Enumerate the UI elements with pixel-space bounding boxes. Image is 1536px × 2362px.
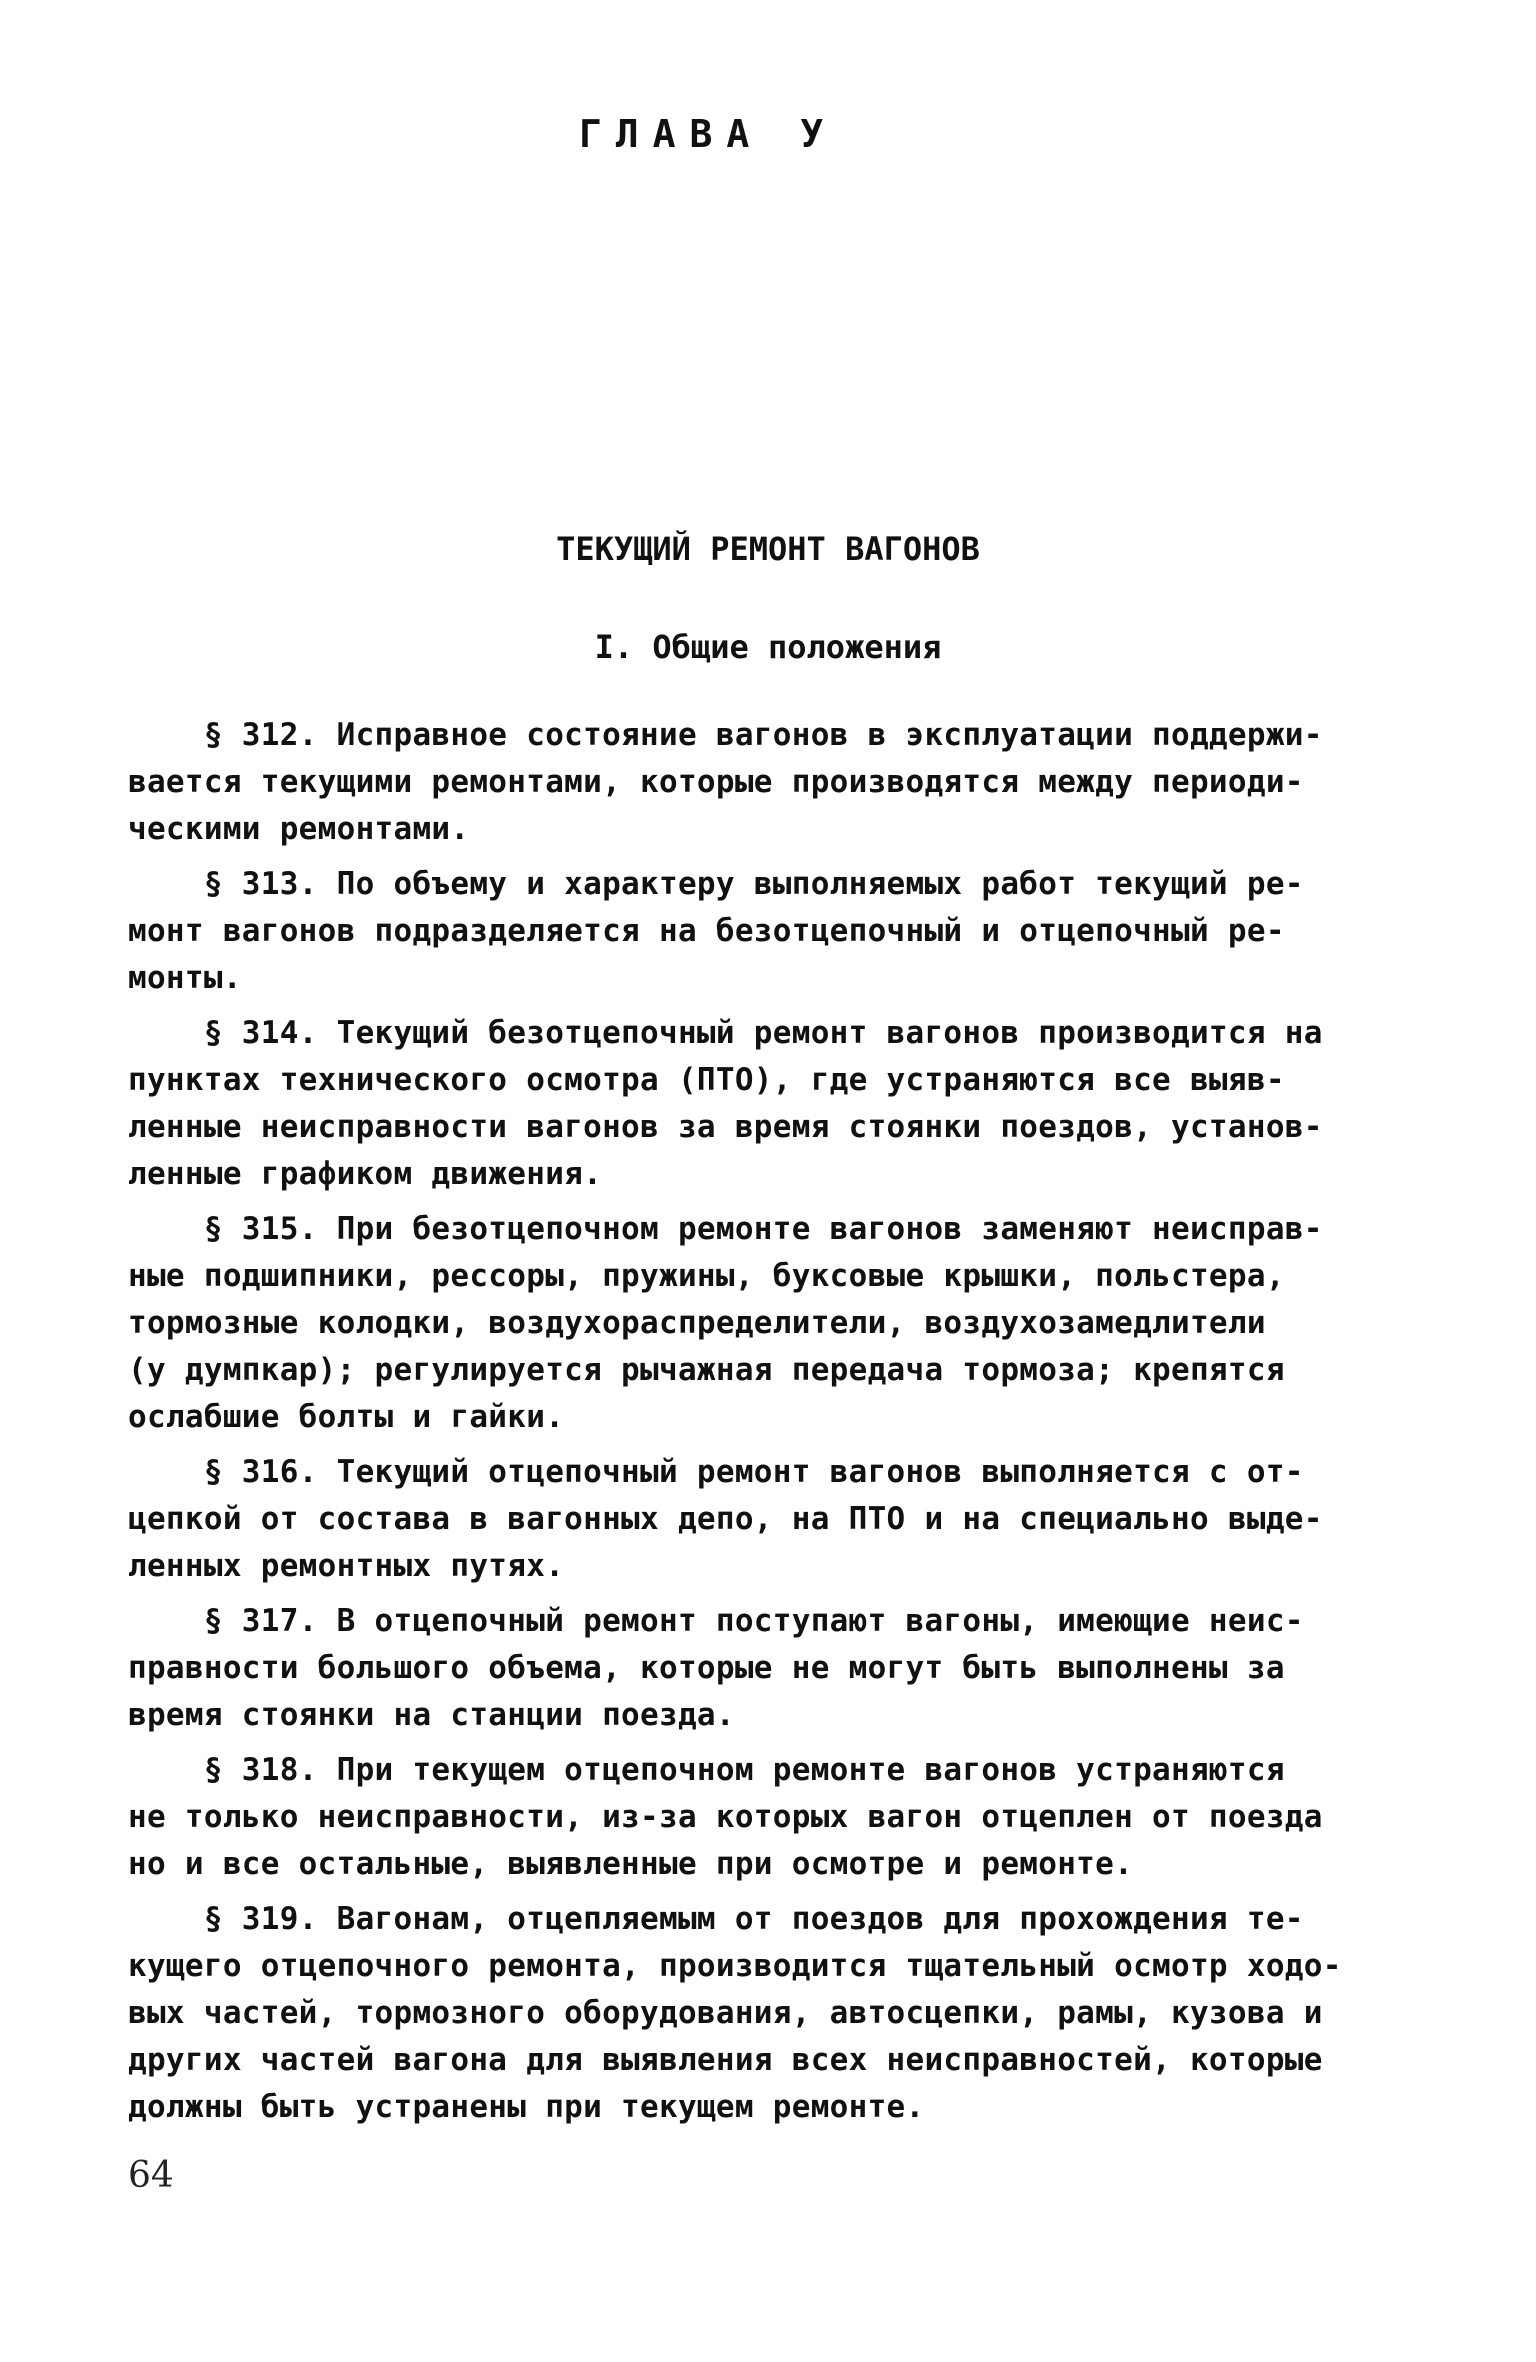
text-line: § 318. При текущем отцепочном ремонте вагонов устраняются [128,1752,1285,1788]
text-line: монты. [128,960,242,996]
text-line: не только неисправности, из-за которых вагон отцеплен от поезда [128,1799,1323,1835]
text-line: время стоянки на станции поезда. [128,1697,735,1733]
paragraph-314 [128,1010,1428,1198]
text-line: должны быть устранены при текущем ремонте. [128,2089,925,2125]
paragraph-315 [128,1206,1428,1441]
text-line: § 319. Вагонам, отцепляемым от поездов для прохождения те- [128,1901,1304,1937]
text-line: § 316. Текущий отцепочный ремонт вагонов выполняется с от- [128,1454,1304,1490]
text-line: ные подшипники, рессоры, пружины, буксовые крышки, польстера, [128,1258,1285,1294]
body-text [128,712,1428,2139]
text-line: § 317. В отцепочный ремонт поступают вагоны, имеющие неис- [128,1603,1304,1639]
section-heading: I. Общие положения [594,628,942,666]
text-line: ослабшие болты и гайки. [128,1399,565,1435]
text-line: § 315. При безотцепочном ремонте вагонов заменяют неисправ- [128,1211,1323,1247]
paragraph-318 [128,1747,1428,1888]
paragraph-313 [128,861,1428,1002]
text-line: тормозные колодки, воздухораспределители, воздухозамедлители [128,1305,1266,1341]
text-line: но и все остальные, выявленные при осмотре и ремонте. [128,1846,1134,1882]
text-line: других частей вагона для выявления всех неисправностей, которые [128,2042,1323,2078]
text-line: ленные неисправности вагонов за время стоянки поездов, установ- [128,1109,1323,1145]
text-line: (у думпкар); регулируется рычажная передача тормоза; крепятся [128,1352,1285,1388]
paragraph-316 [128,1449,1428,1590]
text-line: вается текущими ремонтами, которые производятся между периоди- [128,764,1304,800]
text-line: кущего отцепочного ремонта, производится тщательный осмотр ходо- [128,1948,1342,1984]
page-number: 64 [128,2155,174,2196]
text-line: ческими ремонтами. [128,811,470,847]
text-line: § 313. По объему и характеру выполняемых работ текущий ре- [128,866,1304,902]
paragraph-312 [128,712,1428,853]
text-line: вых частей, тормозного оборудования, автосцепки, рамы, кузова и [128,1995,1323,2031]
text-line: § 312. Исправное состояние вагонов в эксплуатации поддержи- [128,717,1323,753]
chapter-title: ТЕКУЩИЙ РЕМОНТ ВАГОНОВ [556,530,980,568]
chapter-heading: ГЛАВА У [578,112,838,156]
text-line: правности большого объема, которые не могут быть выполнены за [128,1650,1285,1686]
paragraph-317 [128,1598,1428,1739]
text-line: ленных ремонтных путях. [128,1548,565,1584]
text-line: § 314. Текущий безотцепочный ремонт вагонов производится на [128,1015,1323,1051]
paragraph-319 [128,1896,1428,2131]
text-line: ленные графиком движения. [128,1156,603,1192]
text-line: пунктах технического осмотра (ПТО), где устраняются все выяв- [128,1062,1285,1098]
text-line: монт вагонов подразделяется на безотцепочный и отцепочный ре- [128,913,1285,949]
text-line: цепкой от состава в вагонных депо, на ПТО и на специально выде- [128,1501,1323,1537]
